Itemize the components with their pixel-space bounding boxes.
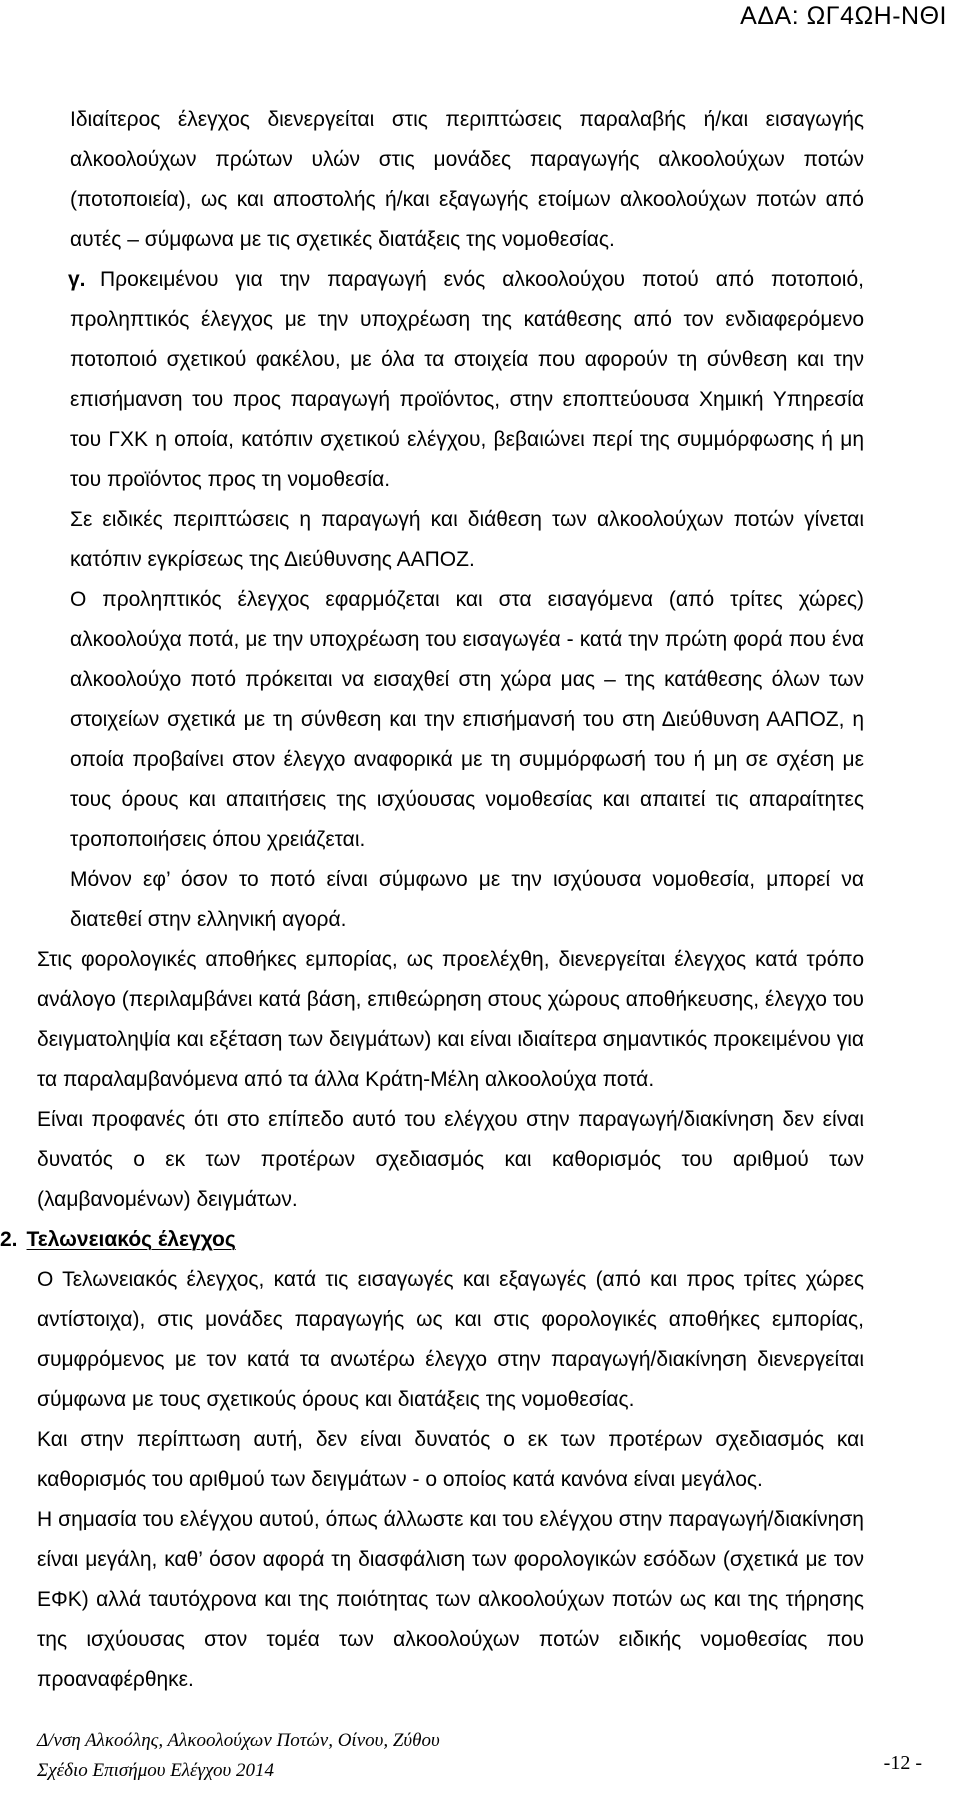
paragraph-only-if-compliant xyxy=(0,860,960,940)
paragraph-special-cases xyxy=(0,500,960,580)
paragraph-customs-sampling xyxy=(0,1420,960,1500)
footer xyxy=(37,1726,930,1786)
paragraph-text: Και στην περίπτωση αυτή, δεν είναι δυνατός ο εκ των προτέρων σχεδιασμός και καθορισμός του αριθμού των δειγμάτων - ο οποίος κατά κανόνα είναι μεγάλος. xyxy=(37,1428,864,1491)
footer-directorate: Δ/νση Αλκοόλης, Αλκοολούχων Ποτών, Οίνου, Ζύθου xyxy=(37,1730,440,1751)
list-marker: γ. xyxy=(68,268,86,291)
section-number: 2. xyxy=(0,1228,18,1251)
paragraph-text: Μόνον εφ’ όσον το ποτό είναι σύμφωνο με την ισχύουσα νομοθεσία, μπορεί να διατεθεί στην ελληνική αγορά. xyxy=(70,868,864,931)
section-title: Τελωνειακός έλεγχος xyxy=(26,1228,236,1251)
paragraph-text: Στις φορολογικές αποθήκες εμπορίας, ως προελέχθη, διενεργείται έλεγχος κατά τρόπο ανάλογο (περιλαμβάνει κατά βάση, επιθεώρηση στους χώρους αποθήκευσης, έλεγχο του δειγματοληψία και εξέταση των δειγμάτων) και είναι ιδιαίτερα σημαντικός προκειμένου για τα παραλαμβανόμενα από τα άλλα Κράτη-Μέλη αλκοολούχα ποτά. xyxy=(37,948,864,1091)
paragraph-text: Σε ειδικές περιπτώσεις η παραγωγή και διάθεση των αλκοολούχων ποτών γίνεται κατόπιν εγκρίσεως της Διεύθυνσης ΑΑΠΟΖ. xyxy=(70,508,864,571)
page-number: -12 - xyxy=(883,1752,922,1774)
list-item-gamma xyxy=(0,260,960,500)
paragraph-text: Ο Τελωνειακός έλεγχος, κατά τις εισαγωγές και εξαγωγές (από και προς τρίτες χώρες αντίστοιχα), στις μονάδες παραγωγής ως και στις φορολογικές αποθήκες εμπορίας, συμφρόμενος με τον κατά τα ανωτέρω έλεγχο στην παραγωγή/διακίνηση διενεργείται σύμφωνα με τους σχετικούς όρους και διατάξεις της νομοθεσίας. xyxy=(37,1268,864,1411)
footer-plan-title: Σχέδιο Επισήμου Ελέγχου 2014 xyxy=(37,1760,274,1781)
paragraph-customs-control xyxy=(0,1260,960,1420)
ada-code: ΑΔΑ: ΩΓ4ΩΗ-ΝΘΙ xyxy=(740,2,947,30)
paragraph-text: Η σημασία του ελέγχου αυτού, όπως άλλωστε και του ελέγχου στην παραγωγή/διακίνηση είναι μεγάλη, καθ’ όσον αφορά τη διασφάλιση των φορολογικών εσόδων (σχετικά με τον ΕΦΚ) αλλά ταυτόχρονα και της ποιότητας των αλκοολούχων ποτών ως και της τήρησης της ισχύουσας στον τομέα των αλκοολούχων ποτών ειδικής νομοθεσίας που προαναφέρθηκε. xyxy=(37,1508,864,1691)
paragraph-text: Ιδιαίτερος έλεγχος διενεργείται στις περιπτώσεις παραλαβής ή/και εισαγωγής αλκοολούχων πρώτων υλών στις μονάδες παραγωγής αλκοολούχων ποτών (ποτοποιεία), ως και αποστολής ή/και εξαγωγής ετοίμων αλκοολούχων ποτών από αυτές – σύμφωνα με τις σχετικές διατάξεις της νομοθεσίας. xyxy=(70,108,864,251)
paragraph-tax-warehouses xyxy=(0,940,960,1100)
section-heading-customs xyxy=(0,1220,960,1260)
paragraph-text: Είναι προφανές ότι στο επίπεδο αυτό του ελέγχου στην παραγωγή/διακίνηση δεν είναι δυνατός ο εκ των προτέρων σχεδιασμός και καθορισμός του αριθμού των (λαμβανομένων) δειγμάτων. xyxy=(37,1108,864,1211)
paragraph-sampling-planning xyxy=(0,1100,960,1220)
list-item-text: Προκειμένου για την παραγωγή ενός αλκοολούχου ποτού από ποτοποιό, προληπτικός έλεγχος με την υποχρέωση της κατάθεσης από τον ενδιαφερόμενο ποτοποιό σχετικού φακέλου, με όλα τα στοιχεία που αφορούν τη σύνθεση και την επισήμανση του προς παραγωγή προϊόντος, στην εποπτεύουσα Χημική Υπηρεσία του ΓΧΚ η οποία, κατόπιν σχετικού ελέγχου, βεβαιώνει περί της συμμόρφωσης ή μη του προϊόντος προς τη νομοθεσία. xyxy=(70,268,864,491)
paragraph-special-control xyxy=(0,100,960,260)
paragraph-importance xyxy=(0,1500,960,1700)
paragraph-preventive-control xyxy=(0,580,960,860)
paragraph-text: Ο προληπτικός έλεγχος εφαρμόζεται και στα εισαγόμενα (από τρίτες χώρες) αλκοολούχα ποτά, με την υποχρέωση του εισαγωγέα - κατά την πρώτη φορά που ένα αλκοολούχο ποτό πρόκειται να εισαχθεί στη χώρα μας – της κατάθεσης όλων των στοιχείων σχετικά με τη σύνθεση και την επισήμανσή του στη Διεύθυνση ΑΑΠΟΖ, η οποία προβαίνει στον έλεγχο αναφορικά με τη συμμόρφωσή του ή μη σε σχέση με τους όρους και απαιτήσεις της ισχύουσας νομοθεσίας και απαιτεί τις απαραίτητες τροποποιήσεις όπου χρειάζεται. xyxy=(70,588,864,851)
